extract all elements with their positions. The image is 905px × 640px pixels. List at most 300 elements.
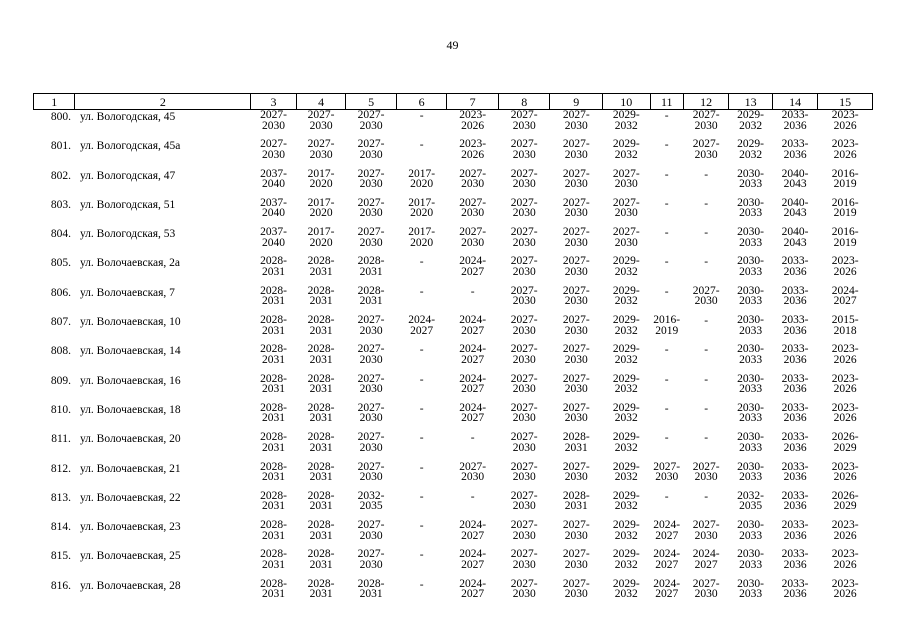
dash-value: -: [419, 402, 424, 415]
period-cell: [683, 198, 728, 227]
period-cell: [447, 344, 499, 373]
period-cell: [498, 432, 550, 461]
header-cell: 12: [683, 94, 728, 110]
period-start: 2028-: [307, 431, 335, 444]
dash-value: -: [470, 285, 475, 298]
period-cell: [447, 549, 499, 578]
period-start: 2027-: [357, 196, 385, 209]
period-cell: [550, 549, 603, 578]
period-cell: [550, 403, 603, 432]
period-cell: [650, 403, 683, 432]
dash-value: -: [704, 197, 709, 210]
period-cell: [251, 403, 296, 432]
period-start: 2027-: [357, 109, 385, 121]
period-cell: [729, 462, 772, 491]
period-start: 2028-: [307, 284, 335, 297]
period-cell: [650, 110, 683, 140]
address-cell: ул. Вологодская, 53: [79, 228, 176, 241]
period-end: 2030: [461, 207, 485, 220]
period-end: 2026: [833, 383, 857, 396]
period-cell: [818, 169, 873, 198]
dash-value: -: [664, 139, 669, 152]
period-start: 2027-: [562, 460, 590, 473]
period-cell: [346, 432, 397, 461]
period-start: 2024-: [653, 548, 681, 561]
period-cell: [650, 227, 683, 256]
period-cell: [346, 139, 397, 168]
period-end: 2031: [309, 500, 333, 513]
period-end: 2019: [655, 324, 679, 337]
period-start: 2027-: [562, 196, 590, 209]
period-cell: [683, 169, 728, 198]
period-cell: [818, 227, 873, 256]
period-end: 2031: [262, 324, 286, 337]
period-cell: [251, 198, 296, 227]
row-number: 812.: [50, 462, 71, 475]
period-end: 2030: [564, 353, 588, 366]
period-end: 2031: [262, 353, 286, 366]
period-end: 2030: [694, 588, 718, 601]
period-start: 2027-: [562, 577, 590, 590]
period-end: 2031: [564, 441, 588, 454]
period-start: 2027-: [260, 109, 287, 121]
period-start: 2026-: [831, 489, 859, 502]
period-cell: [650, 549, 683, 578]
period-start: 2023-: [831, 138, 859, 151]
period-cell: [346, 169, 397, 198]
period-cell: [772, 374, 817, 403]
period-end: 2030: [359, 412, 383, 425]
address-cell: ул. Волочаевская, 28: [79, 579, 181, 592]
period-start: 2028-: [307, 314, 335, 327]
address-cell: ул. Волочаевская, 7: [79, 286, 175, 299]
dash-value: -: [704, 256, 709, 269]
period-end: 2030: [359, 207, 383, 220]
period-end: 2036: [783, 119, 807, 132]
period-cell: [296, 198, 346, 227]
period-cell: [498, 256, 550, 285]
period-end: 2033: [739, 471, 763, 484]
period-cell: [818, 520, 873, 549]
period-end: 2030: [512, 148, 536, 161]
period-end: 2030: [359, 383, 383, 396]
period-cell: [346, 520, 397, 549]
period-end: 2030: [512, 441, 536, 454]
period-end: 2030: [359, 178, 383, 191]
row-number: 808.: [50, 345, 71, 358]
dash-value: -: [664, 402, 669, 415]
period-end: 2018: [833, 324, 857, 337]
period-cell: [396, 579, 447, 608]
period-end: 2030: [564, 324, 588, 337]
header-cell: 7: [447, 94, 499, 110]
period-start: 2023-: [831, 109, 859, 121]
period-cell: [772, 286, 817, 315]
address-cell: ул. Вологодская, 45: [79, 111, 176, 123]
period-end: 2020: [309, 178, 333, 191]
period-start: 2027-: [510, 167, 538, 180]
period-end: 2031: [309, 265, 333, 278]
period-cell: [650, 491, 683, 520]
period-end: 2031: [262, 441, 286, 454]
period-start: 2028-: [307, 577, 335, 590]
period-end: 2027: [655, 558, 679, 571]
period-cell: [251, 462, 296, 491]
period-start: 2027-: [357, 548, 385, 561]
table-row: [34, 169, 873, 198]
period-start: 2024-: [459, 343, 487, 356]
period-end: 2027: [461, 383, 485, 396]
period-end: 2019: [833, 178, 857, 191]
period-cell: [396, 403, 447, 432]
period-cell: [447, 403, 499, 432]
period-cell: [251, 491, 296, 520]
dash-value: -: [704, 168, 709, 181]
header-cell: 3: [251, 94, 296, 110]
table-row: [34, 286, 873, 315]
period-end: 2030: [512, 558, 536, 571]
period-cell: [396, 286, 447, 315]
period-start: 2029-: [612, 138, 640, 151]
dash-value: -: [704, 402, 709, 415]
period-cell: [498, 520, 550, 549]
period-cell: [296, 432, 346, 461]
period-end: 2036: [783, 441, 807, 454]
period-start: 2030-: [737, 519, 765, 532]
period-end: 2032: [614, 558, 638, 571]
period-cell: [683, 110, 728, 140]
period-end: 2030: [614, 236, 638, 249]
period-start: 2028-: [260, 548, 287, 561]
dash-value: -: [419, 344, 424, 357]
period-start: 2016-: [831, 167, 859, 180]
table-row: [34, 549, 873, 578]
period-end: 2032: [614, 324, 638, 337]
period-end: 2030: [694, 471, 718, 484]
dash-value: -: [419, 285, 424, 298]
period-cell: [251, 169, 296, 198]
period-cell: [818, 462, 873, 491]
table-row: [34, 491, 873, 520]
period-cell: [772, 139, 817, 168]
period-end: 2033: [739, 529, 763, 542]
period-cell: [650, 169, 683, 198]
dash-value: -: [419, 461, 424, 474]
period-start: 2029-: [612, 577, 640, 590]
period-cell: [729, 315, 772, 344]
period-start: 2027-: [357, 519, 385, 532]
period-end: 2031: [309, 558, 333, 571]
period-cell: [650, 579, 683, 608]
dash-value: -: [704, 490, 709, 503]
address-cell: ул. Волочаевская, 14: [79, 345, 181, 358]
period-start: 2027-: [562, 548, 590, 561]
period-end: 2036: [783, 471, 807, 484]
period-start: 2033-: [781, 314, 809, 327]
period-cell: [683, 139, 728, 168]
period-end: 2033: [739, 558, 763, 571]
header-cell: 1: [34, 94, 75, 110]
period-end: 2030: [694, 148, 718, 161]
period-cell: [550, 462, 603, 491]
period-end: 2033: [739, 295, 763, 308]
period-start: 2028-: [307, 519, 335, 532]
row-number: 813.: [50, 491, 71, 504]
period-end: 2036: [783, 265, 807, 278]
period-cell: [346, 110, 397, 140]
period-cell: [251, 432, 296, 461]
header-cell: 4: [296, 94, 346, 110]
period-start: 2027-: [459, 196, 487, 209]
period-start: 2024-: [459, 548, 487, 561]
period-cell: [396, 462, 447, 491]
period-end: 2030: [694, 119, 718, 132]
period-end: 2030: [262, 119, 286, 132]
period-cell: [683, 344, 728, 373]
period-end: 2020: [309, 207, 333, 220]
period-end: 2030: [512, 236, 536, 249]
period-end: 2027: [694, 558, 718, 571]
period-end: 2036: [783, 295, 807, 308]
period-cell: [251, 256, 296, 285]
period-end: 2033: [739, 353, 763, 366]
period-start: 2027-: [510, 109, 538, 121]
period-start: 2027-: [307, 138, 335, 151]
period-start: 2027-: [612, 226, 640, 239]
address-cell: ул. Волочаевская, 22: [79, 491, 181, 504]
period-start: 2029-: [612, 489, 640, 502]
table-header: [34, 94, 873, 110]
period-cell: [396, 169, 447, 198]
period-cell: [683, 432, 728, 461]
dash-value: -: [419, 490, 424, 503]
period-end: 2030: [309, 119, 333, 132]
period-start: 2028-: [260, 401, 287, 414]
period-cell: [396, 256, 447, 285]
period-start: 2027-: [692, 138, 720, 151]
period-end: 2026: [833, 265, 857, 278]
period-cell: [396, 491, 447, 520]
period-start: 2027-: [562, 372, 590, 385]
table-row: [34, 520, 873, 549]
address-cell: ул. Вологодская, 47: [79, 169, 176, 182]
period-cell: [296, 315, 346, 344]
period-cell: [251, 286, 296, 315]
dash-value: -: [419, 432, 424, 445]
period-end: 2020: [410, 207, 434, 220]
period-end: 2026: [833, 353, 857, 366]
period-start: 2027-: [307, 109, 335, 121]
period-cell: [818, 286, 873, 315]
period-cell: [603, 432, 651, 461]
period-cell: [650, 462, 683, 491]
dash-value: -: [419, 578, 424, 591]
period-start: 2027-: [692, 577, 720, 590]
period-end: 2036: [783, 353, 807, 366]
address-cell: ул. Волочаевская, 2а: [79, 257, 181, 270]
period-start: 2028-: [260, 460, 287, 473]
row-number: 807.: [50, 316, 71, 329]
period-cell: [498, 198, 550, 227]
period-start: 2030-: [737, 343, 765, 356]
row-number: 802.: [50, 169, 71, 182]
period-start: 2027-: [510, 226, 538, 239]
table-row: [34, 432, 873, 461]
period-cell: [772, 169, 817, 198]
period-cell: [396, 139, 447, 168]
period-cell: [603, 520, 651, 549]
dash-value: -: [419, 520, 424, 533]
period-cell: [729, 169, 772, 198]
period-end: 2031: [564, 500, 588, 513]
period-start: 2030-: [737, 255, 765, 268]
period-cell: [447, 139, 499, 168]
period-end: 2032: [614, 471, 638, 484]
period-cell: [550, 110, 603, 140]
period-end: 2033: [739, 588, 763, 601]
period-start: 2029-: [612, 314, 640, 327]
period-cell: [603, 256, 651, 285]
period-start: 2027-: [562, 138, 590, 151]
period-end: 2030: [359, 324, 383, 337]
period-start: 2028-: [260, 314, 287, 327]
period-start: 2027-: [357, 226, 385, 239]
period-cell: [818, 432, 873, 461]
period-start: 2028-: [307, 460, 335, 473]
period-cell: [550, 227, 603, 256]
period-end: 2043: [783, 207, 807, 220]
period-cell: [346, 286, 397, 315]
period-end: 2027: [461, 529, 485, 542]
period-start: 2023-: [831, 255, 859, 268]
period-end: 2030: [564, 558, 588, 571]
dash-value: -: [419, 256, 424, 269]
period-end: 2030: [564, 265, 588, 278]
period-start: 2027-: [653, 460, 681, 473]
period-start: 2027-: [510, 548, 538, 561]
period-end: 2032: [614, 383, 638, 396]
period-start: 2040-: [781, 196, 809, 209]
period-start: 2027-: [510, 196, 538, 209]
period-cell: [603, 549, 651, 578]
period-end: 2027: [461, 588, 485, 601]
period-start: 2027-: [692, 519, 720, 532]
period-end: 2032: [614, 295, 638, 308]
period-cell: [296, 579, 346, 608]
period-start: 2033-: [781, 109, 809, 121]
dash-value: -: [704, 227, 709, 240]
period-end: 2033: [739, 383, 763, 396]
period-start: 2027-: [510, 372, 538, 385]
period-end: 2032: [614, 265, 638, 278]
period-start: 2027-: [459, 460, 487, 473]
period-start: 2028-: [307, 401, 335, 414]
table-row: [34, 403, 873, 432]
period-start: 2030-: [737, 577, 765, 590]
period-start: 2028-: [357, 577, 385, 590]
period-end: 2026: [833, 412, 857, 425]
period-cell: [772, 462, 817, 491]
period-start: 2024-: [653, 519, 681, 532]
period-start: 2027-: [692, 284, 720, 297]
period-cell: [251, 315, 296, 344]
row-number: 803.: [50, 198, 71, 211]
period-end: 2030: [564, 383, 588, 396]
period-end: 2031: [309, 588, 333, 601]
period-cell: [772, 520, 817, 549]
period-cell: [296, 227, 346, 256]
dash-value: -: [664, 197, 669, 210]
dash-value: -: [704, 344, 709, 357]
period-end: 2026: [461, 148, 485, 161]
period-cell: [729, 403, 772, 432]
period-start: 2027-: [562, 343, 590, 356]
period-cell: [396, 520, 447, 549]
period-start: 2017-: [307, 196, 335, 209]
period-cell: [396, 432, 447, 461]
period-cell: [603, 169, 651, 198]
period-cell: [346, 491, 397, 520]
period-end: 2030: [512, 295, 536, 308]
period-end: 2030: [359, 471, 383, 484]
period-end: 2030: [512, 324, 536, 337]
period-start: 2027-: [357, 343, 385, 356]
period-cell: [550, 491, 603, 520]
period-end: 2030: [359, 529, 383, 542]
period-cell: [603, 374, 651, 403]
period-start: 2024-: [408, 314, 436, 327]
period-start: 2028-: [307, 548, 335, 561]
period-cell: [447, 432, 499, 461]
period-cell: [603, 315, 651, 344]
table-row: [34, 344, 873, 373]
period-end: 2030: [512, 529, 536, 542]
header-cell: 8: [498, 94, 550, 110]
period-start: 2037-: [260, 196, 287, 209]
period-cell: [818, 139, 873, 168]
header-cell: 9: [550, 94, 603, 110]
dash-value: -: [470, 490, 475, 503]
period-start: 2027-: [510, 255, 538, 268]
period-end: 2027: [461, 558, 485, 571]
period-start: 2017-: [408, 196, 436, 209]
period-end: 2030: [564, 529, 588, 542]
period-cell: [729, 374, 772, 403]
period-end: 2030: [564, 207, 588, 220]
period-end: 2031: [309, 383, 333, 396]
period-cell: [650, 374, 683, 403]
period-cell: [296, 520, 346, 549]
period-start: 2016-: [831, 226, 859, 239]
period-cell: [550, 198, 603, 227]
period-start: 2024-: [459, 255, 487, 268]
period-cell: [498, 139, 550, 168]
period-end: 2032: [614, 588, 638, 601]
period-cell: [650, 344, 683, 373]
period-start: 2030-: [737, 548, 765, 561]
period-end: 2030: [359, 236, 383, 249]
table-row: [34, 315, 873, 344]
period-cell: [683, 491, 728, 520]
period-cell: [296, 549, 346, 578]
period-start: 2017-: [307, 226, 335, 239]
period-cell: [396, 198, 447, 227]
period-cell: [296, 110, 346, 140]
period-cell: [346, 549, 397, 578]
period-end: 2031: [359, 295, 383, 308]
period-cell: [603, 462, 651, 491]
period-start: 2027-: [510, 343, 538, 356]
